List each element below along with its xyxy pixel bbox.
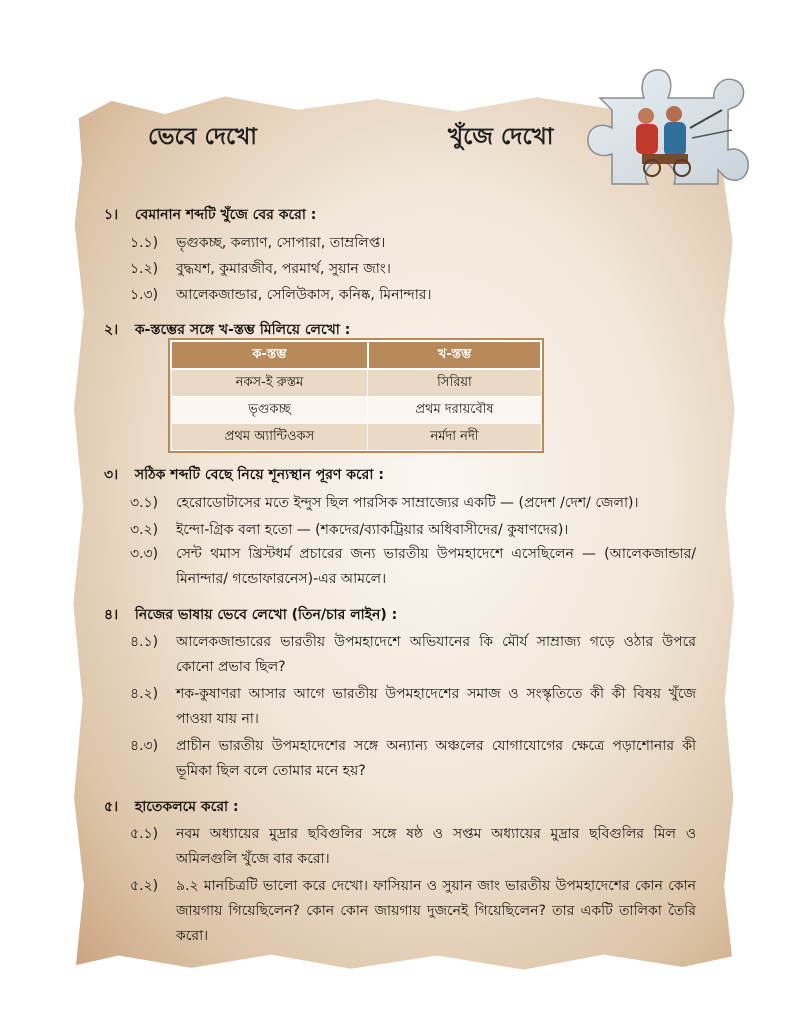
item-number: ৪.৩) [130, 738, 159, 754]
question-title: হাতেকলমে করো : [134, 799, 239, 815]
item-text: ৯.২ মানচিত্রটি ভালো করে দেখো। ফাসিয়ান ও সুয়ান জাং ভারতীয় উপমহাদেশের কোন কোন জায়গায় গিয়েছিলেন? কোন কোন জায়গায় দুজনেই গিয়েছিলেন? তার একটি তালিকা তৈরি করো। [176, 878, 696, 944]
question-number: ২। [104, 322, 119, 338]
match-table [170, 340, 542, 451]
item-number: ৩.৩) [130, 546, 159, 562]
table-cell: ভৃগুকচ্ছ [171, 397, 368, 424]
question-number: ৪। [104, 607, 119, 623]
sub-item [130, 822, 700, 872]
question-title: বেমানান শব্দটি খুঁজে বের করো : [134, 207, 317, 223]
question-number: ৫। [104, 799, 119, 815]
item-text: বুদ্ধযশ, কুমারজীব, পরমার্থ, সুয়ান জাং। [176, 261, 391, 277]
heading-find: খুঁজে দেখো [448, 124, 554, 150]
column-header: ক-স্তম্ভ [171, 341, 368, 369]
item-number: ১.৩) [130, 287, 159, 303]
item-number: ৫.১) [130, 826, 159, 842]
question-3 [104, 463, 384, 487]
item-number: ৩.১) [130, 495, 159, 511]
item-number: ৪.১) [130, 634, 159, 650]
item-text: সেন্ট থমাস খ্রিস্টধর্ম প্রচারের জন্য ভারতীয় উপমহাদেশে এসেছিলেন — (আলেকজান্ডার/ মিনান্দার/ গন্ডোফারনেস)-এর আমলে। [176, 546, 696, 587]
item-text: ইন্দো-গ্রিক বলা হতো — (শকদের/ব্যাকট্রিয়ার অধিবাসীদের/ কুষাণদের)। [176, 522, 569, 538]
item-number: ১.২) [130, 261, 159, 277]
item-text: আলেকজান্ডার, সেলিউকাস, কনিষ্ক, মিনান্দার। [176, 287, 432, 303]
table-cell: সিরিয়া [368, 369, 541, 397]
table-row [171, 369, 541, 397]
sub-item [130, 630, 700, 680]
item-text: শক-কুষাণরা আসার আগে ভারতীয় উপমহাদেশের সমাজ ও সংস্কৃতিতে কী কী বিষয় খুঁজে পাওয়া যায় না। [176, 686, 696, 727]
column-header: খ-স্তম্ভ [368, 341, 541, 369]
item-text: হেরোডোটাসের মতে ইন্দুস ছিল পারসিক সাম্রাজ্যের একটি — (প্রদেশ /দেশ/ জেলা)। [176, 495, 639, 511]
question-5 [104, 795, 239, 819]
item-number: ৪.২) [130, 686, 159, 702]
question-1 [104, 203, 316, 227]
question-number: ১। [104, 207, 119, 223]
item-number: ৩.২) [130, 522, 159, 538]
item-number: ১.১) [130, 235, 159, 251]
question-title: সঠিক শব্দটি বেছে নিয়ে শূন্যস্থান পূরণ করো : [134, 467, 384, 483]
heading-think: ভেবে দেখো [148, 124, 257, 150]
table-cell: নকস-ই রুস্তম [171, 369, 368, 397]
sub-item [130, 734, 700, 784]
question-number: ৩। [104, 467, 119, 483]
table-row [171, 397, 541, 424]
item-text: ভৃগুকচ্ছ, কল্যাণ, সোপারা, তাম্রলিপ্ত। [176, 235, 386, 251]
question-2 [104, 318, 350, 342]
question-4 [104, 603, 397, 627]
table-cell: নর্মদা নদী [368, 424, 541, 451]
item-number: ৫.২) [130, 878, 159, 894]
table-cell: প্রথম দরায়বৌষ [368, 397, 541, 424]
question-title: নিজের ভাষায় ভেবে লেখো (তিন/চার লাইন) : [134, 607, 398, 623]
table-cell: প্রথম অ্যান্টিওকস [171, 424, 368, 451]
item-text: প্রাচীন ভারতীয় উপমহাদেশের সঙ্গে অন্যান্য অঞ্চলের যোগাযোগের ক্ষেত্রে পড়াশোনার কী ভূমিকা ছিল বলে তোমার মনে হয়? [176, 738, 696, 779]
sub-item [130, 542, 700, 592]
item-text: আলেকজান্ডারের ভারতীয় উপমহাদেশে অভিযানের কি মৌর্য সাম্রাজ্য গড়ে ওঠার উপরে কোনো প্রভাব ছিল? [176, 634, 696, 675]
table-row [171, 424, 541, 451]
sub-item [130, 874, 700, 944]
sub-item [130, 682, 700, 732]
item-text: নবম অধ্যায়ের মুদ্রার ছবিগুলির সঙ্গে ষষ্ঠ ও সপ্তম অধ্যায়ের মুদ্রার ছবিগুলির মিল ও অমিলগুলি খুঁজে বার করো। [176, 826, 696, 867]
question-title: ক-স্তম্ভের সঙ্গে খ-স্তম্ভ মিলিয়ে লেখো : [134, 322, 351, 338]
